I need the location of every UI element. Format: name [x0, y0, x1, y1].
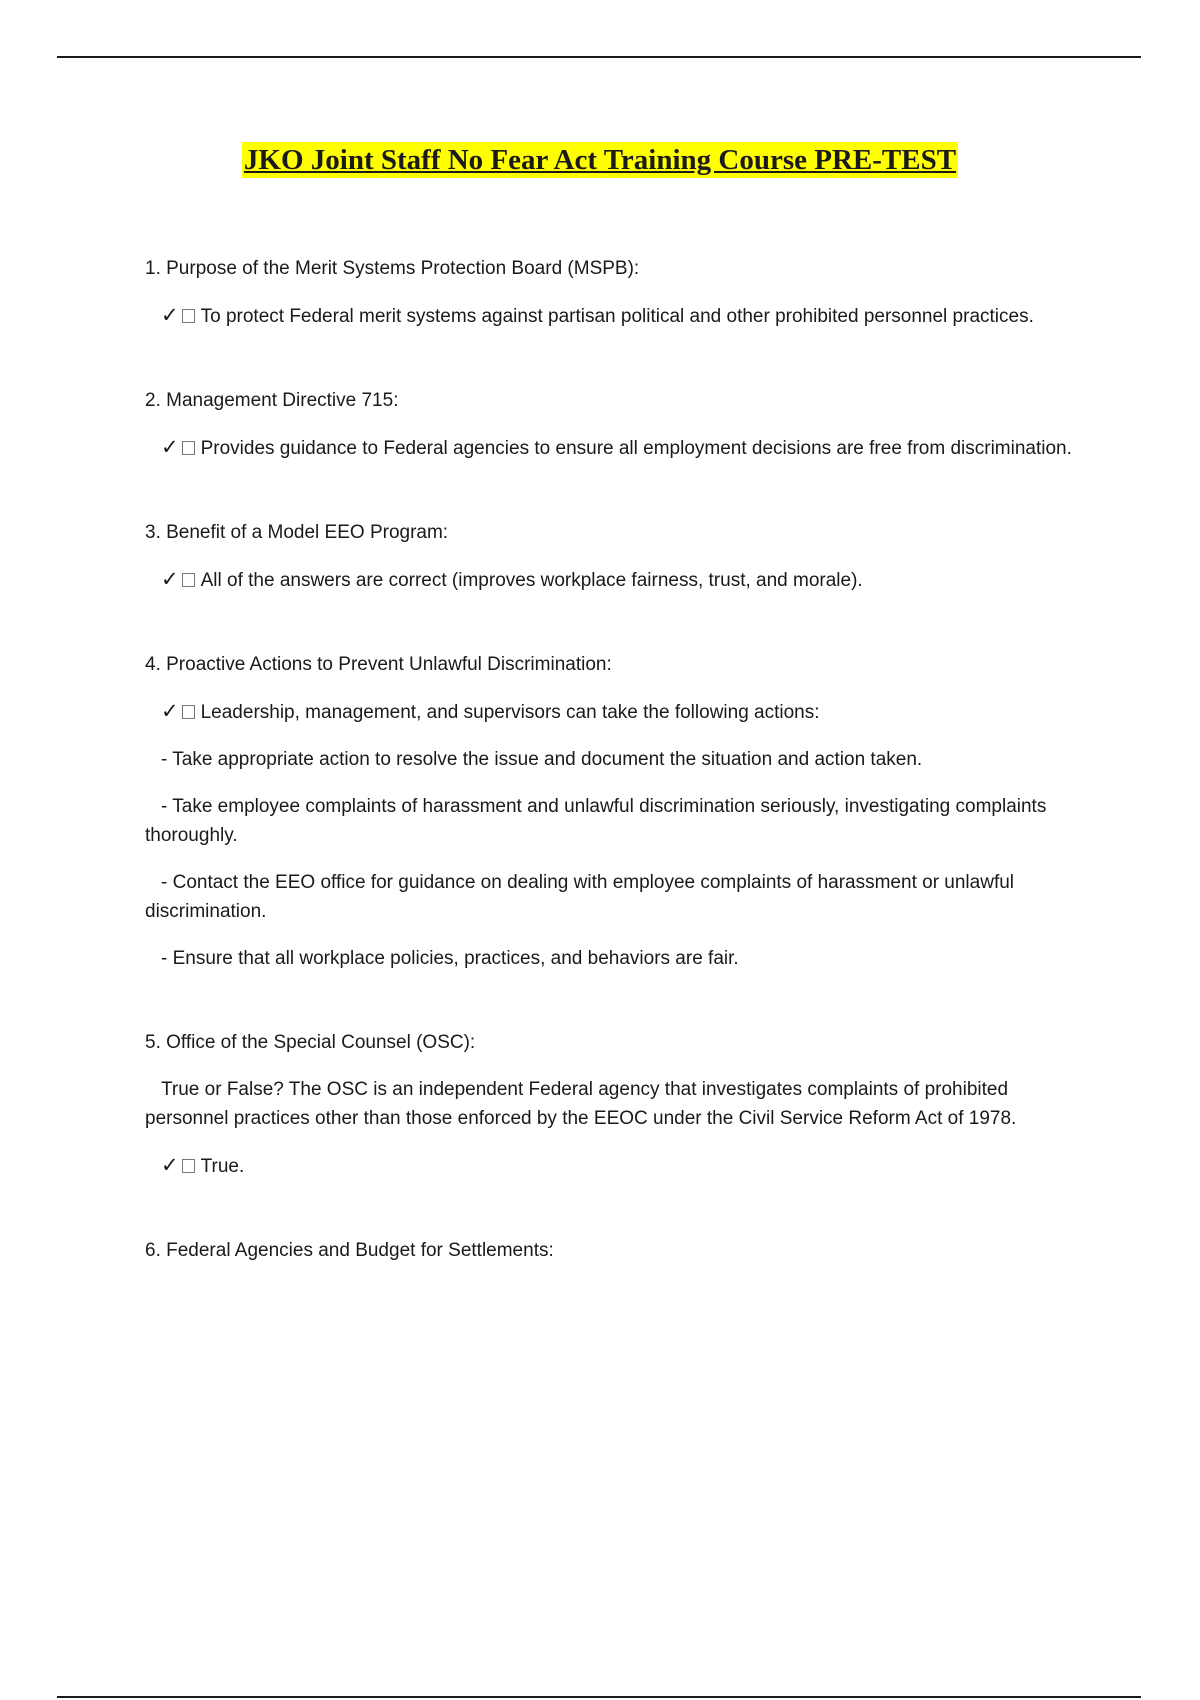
action-bullet: - Contact the EEO office for guidance on dealing with employee complaints of harassment or unlawful discrimination.: [145, 872, 1015, 922]
action-bullet: - Take employee complaints of harassment and unlawful discrimination seriously, investigating complaints thoroughly.: [145, 796, 1047, 846]
check-icon: ✓: [161, 436, 179, 459]
question-5-heading: 5. Office of the Special Counsel (OSC):: [145, 1032, 476, 1053]
question-5-prompt: True or False? The OSC is an independent Federal agency that investigates complaints of prohibited personnel practices other than those enforced by the EEOC under the Civil Service Reform Act of 1978.: [145, 1079, 1017, 1129]
question-2-heading: 2. Management Directive 715:: [145, 390, 399, 411]
question-4-answer: [145, 697, 1085, 727]
question-list: [145, 254, 1085, 1265]
action-bullet: - Take appropriate action to resolve the issue and document the situation and action taken.: [161, 749, 923, 770]
checkbox-icon: [182, 309, 195, 323]
check-icon: ✓: [161, 700, 179, 723]
check-icon: ✓: [161, 304, 179, 327]
checkbox-icon: [182, 441, 195, 455]
answer-text: Leadership, management, and supervisors can take the following actions:: [200, 702, 820, 723]
question-6-heading: 6. Federal Agencies and Budget for Settlements:: [145, 1240, 554, 1261]
answer-text: True.: [200, 1156, 245, 1177]
check-icon: ✓: [161, 568, 179, 591]
question-1-answer: [145, 301, 1085, 331]
question-1-heading: 1. Purpose of the Merit Systems Protection Board (MSPB):: [145, 258, 640, 279]
action-bullet: - Ensure that all workplace policies, practices, and behaviors are fair.: [161, 948, 739, 969]
question-4-heading: 4. Proactive Actions to Prevent Unlawful Discrimination:: [145, 654, 612, 675]
question-3-answer: [145, 565, 1085, 595]
answer-text: Provides guidance to Federal agencies to ensure all employment decisions are free from discrimination.: [200, 438, 1072, 459]
checkbox-icon: [182, 573, 195, 587]
question-3-heading: 3. Benefit of a Model EEO Program:: [145, 522, 449, 543]
question-5-answer: [145, 1151, 1085, 1181]
question-2-answer: [145, 433, 1085, 463]
title-block: [0, 142, 1200, 178]
answer-text: To protect Federal merit systems against partisan political and other prohibited personnel practices.: [200, 306, 1034, 327]
bottom-rule: [57, 1696, 1141, 1698]
checkbox-icon: [182, 1159, 195, 1173]
document-title: JKO Joint Staff No Fear Act Training Course PRE-TEST: [243, 144, 957, 176]
top-rule: [57, 56, 1141, 58]
answer-text: All of the answers are correct (improves workplace fairness, trust, and morale).: [200, 570, 863, 591]
check-icon: ✓: [161, 1154, 179, 1177]
checkbox-icon: [182, 705, 195, 719]
